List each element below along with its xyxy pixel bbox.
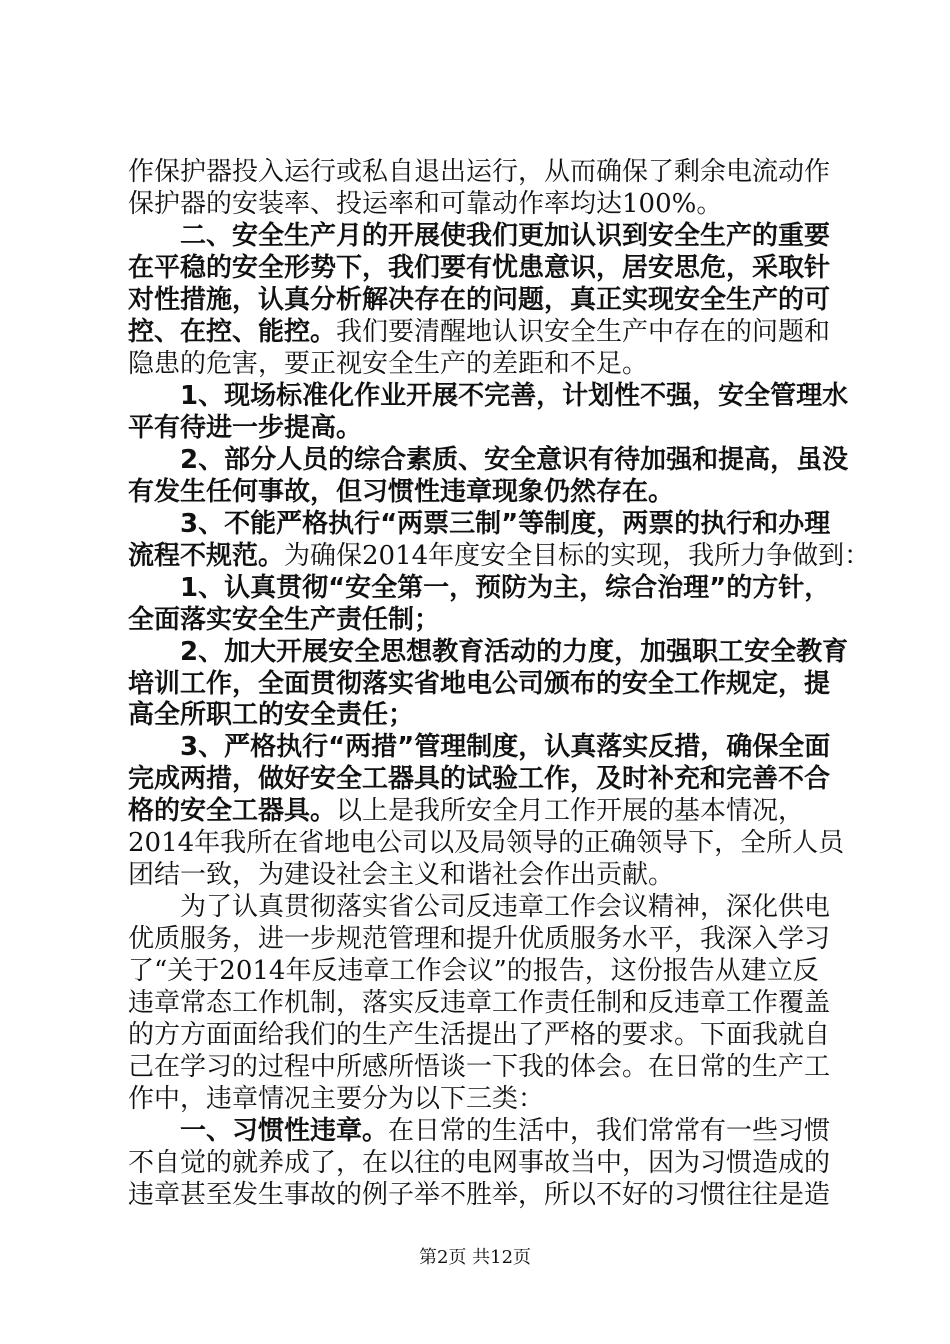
bold-phrase: 一、习惯性违章。 <box>180 1116 389 1147</box>
line-rest: 在日常的生活中，我们常常有一些习惯 <box>388 1116 831 1147</box>
page-footer: 第2页 共12页 <box>418 1247 532 1268</box>
text-line: 全面落实安全生产责任制； <box>128 604 441 635</box>
text-line: 完成两措，做好安全工器具的试验工作，及时补充和完善不合 <box>128 764 831 795</box>
text-line: 不自觉的就养成了，在以往的电网事故当中，因为习惯造成的 <box>128 1148 831 1179</box>
text-line: 2014年我所在省地电公司以及局领导的正确领导下，全所人员 <box>128 828 845 859</box>
text-line: 作保护器投入运行或私自退出运行，从而确保了剩余电流动作 <box>128 157 831 187</box>
bold-phrase: 格的安全工器具。 <box>128 796 337 827</box>
text-line: 1、认真贯彻“安全第一，预防为主，综合治理”的方针， <box>180 572 831 603</box>
text-line: 保护器的安装率、投运率和可靠动作率均达100%。 <box>128 188 723 219</box>
bold-phrase: 流程不规范。 <box>128 540 285 571</box>
text-line: 己在学习的过程中所感所悟谈一下我的体会。在日常的生产工 <box>128 1052 831 1083</box>
text-line: 作中，违章情况主要分为以下三类： <box>128 1084 545 1115</box>
text-line: 违章甚至发生事故的例子举不胜举，所以不好的习惯往往是造 <box>128 1180 831 1210</box>
text-line: 平有待进一步提高。 <box>128 412 363 443</box>
text-line: 高全所职工的安全责任； <box>128 700 415 731</box>
text-line: 隐患的危害，要正视安全生产的差距和不足。 <box>128 348 649 379</box>
text-line: 3、严格执行“两措”管理制度，认真落实反措，确保全面 <box>180 732 831 763</box>
text-line: 3、不能严格执行“两票三制”等制度，两票的执行和办理 <box>180 508 831 539</box>
text-line: 对性措施，认真分析解决存在的问题，真正实现安全生产的可 <box>128 284 831 315</box>
text-line: 优质服务，进一步规范管理和提升优质服务水平，我深入学习 <box>128 924 831 955</box>
line-rest: 为确保2014年度安全目标的实现，我所力争做到： <box>284 540 871 571</box>
line-rest: 以上是我所安全月工作开展的基本情况， <box>336 796 805 827</box>
text-line: 2、部分人员的综合素质、安全意识有待加强和提高，虽没 <box>180 444 849 475</box>
text-line: 的方方面面给我们的生产生活提出了严格的要求。下面我就自 <box>128 1020 831 1051</box>
text-line: 2、加大开展安全思想教育活动的力度，加强职工安全教育 <box>180 636 849 667</box>
text-line: 1、现场标准化作业开展不完善，计划性不强，安全管理水 <box>180 380 849 411</box>
text-line: 为了认真贯彻落实省公司反违章工作会议精神，深化供电 <box>180 892 831 923</box>
bold-phrase: 控、在控、能控。 <box>128 316 337 347</box>
text-line: 在平稳的安全形势下，我们要有忧患意识，居安思危，采取针 <box>128 252 831 283</box>
text-line: 团结一致，为建设社会主义和谐社会作出贡献。 <box>128 860 675 891</box>
text-line: 违章常态工作机制，落实反违章工作责任制和反违章工作覆盖 <box>128 988 831 1019</box>
text-line: 了“关于2014年反违章工作会议”的报告，这份报告从建立反 <box>128 956 819 987</box>
line-rest: 我们要清醒地认识安全生产中存在的问题和 <box>336 316 831 347</box>
text-line: 培训工作，全面贯彻落实省地电公司颁布的安全工作规定，提 <box>128 668 831 699</box>
text-line: 有发生任何事故，但习惯性违章现象仍然存在。 <box>128 476 675 507</box>
text-line: 二、安全生产月的开展使我们更加认识到安全生产的重要 <box>180 220 831 251</box>
